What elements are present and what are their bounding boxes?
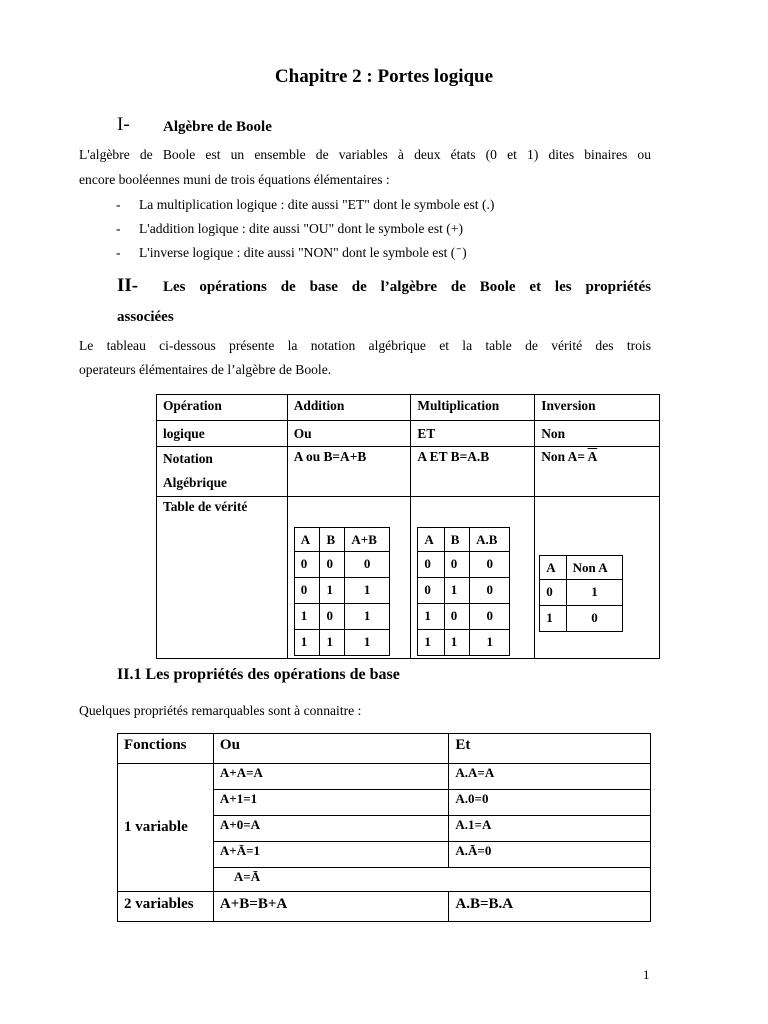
cell-notation bbox=[157, 447, 288, 497]
and-truth-table bbox=[417, 527, 510, 656]
header-fonctions: Fonctions bbox=[118, 734, 214, 764]
label-2-variables: 2 variables bbox=[118, 892, 214, 922]
not-cell: 1 bbox=[540, 606, 566, 632]
or-cell: 0 bbox=[320, 552, 345, 578]
and-header-a: A bbox=[418, 528, 444, 552]
cell-addition: Addition bbox=[287, 395, 411, 421]
ou-property: A+0=A bbox=[213, 816, 448, 842]
cell-non: Non bbox=[535, 421, 660, 447]
cell-not-truth bbox=[535, 497, 660, 659]
notation-label: Notation bbox=[163, 451, 213, 466]
label-1-variable: 1 variable bbox=[118, 764, 214, 892]
header-ou: Ou bbox=[213, 734, 448, 764]
section-1-para-line1: L'algèbre de Boole est un ensemble de variables à deux états (0 et 1) dites binaires ou bbox=[79, 147, 651, 162]
bullet-3: - bbox=[116, 245, 121, 260]
et-commutativity: A.B=B.A bbox=[449, 892, 651, 922]
bullet-1-text: La multiplication logique : dite aussi "ET" dont le symbole est (.) bbox=[139, 197, 495, 212]
ou-property: A+Ā=1 bbox=[213, 842, 448, 868]
section-1-number: I- bbox=[117, 114, 130, 135]
not-truth-table bbox=[539, 555, 623, 632]
section-2-number: II- bbox=[117, 275, 139, 296]
or-cell: 1 bbox=[345, 630, 389, 656]
or-truth-table bbox=[294, 527, 390, 656]
or-cell: 1 bbox=[294, 604, 320, 630]
section-2-heading bbox=[117, 275, 138, 297]
page-number: 1 bbox=[643, 967, 650, 982]
section-2-title-line1: Les opérations de base de l’algèbre de Boole et les propriétés bbox=[163, 279, 651, 295]
et-property: A.A=A bbox=[449, 764, 651, 790]
cell-multiplication: Multiplication bbox=[411, 395, 535, 421]
ou-property: A+A=A bbox=[213, 764, 448, 790]
cell-ou: Ou bbox=[287, 421, 411, 447]
section-2-para-line2: operateurs élémentaires de l’algèbre de Boole. bbox=[79, 362, 332, 377]
or-cell: 0 bbox=[320, 604, 345, 630]
and-cell: 0 bbox=[444, 604, 469, 630]
or-cell: 1 bbox=[345, 578, 389, 604]
not-header-out: Non A bbox=[566, 556, 623, 580]
or-cell: 1 bbox=[345, 604, 389, 630]
bullet-2: - bbox=[116, 221, 121, 236]
or-cell: 0 bbox=[345, 552, 389, 578]
page-title: Chapitre 2 : Portes logique bbox=[274, 66, 494, 87]
double-negation: A=Ā bbox=[213, 868, 650, 892]
cell-logique: logique bbox=[157, 421, 288, 447]
header-et: Et bbox=[449, 734, 651, 764]
or-cell: 1 bbox=[320, 630, 345, 656]
not-cell: 0 bbox=[540, 580, 566, 606]
or-cell: 1 bbox=[294, 630, 320, 656]
and-cell: 1 bbox=[470, 630, 510, 656]
and-cell: 1 bbox=[418, 630, 444, 656]
algebrique-label: Algébrique bbox=[163, 475, 227, 490]
et-property: A.0=0 bbox=[449, 790, 651, 816]
and-cell: 0 bbox=[470, 552, 510, 578]
and-header-out: A.B bbox=[470, 528, 510, 552]
properties-table bbox=[117, 733, 651, 922]
section-1-title: Algèbre de Boole bbox=[163, 119, 272, 135]
not-header-a: A bbox=[540, 556, 566, 580]
not-notation-text: Non A= bbox=[541, 449, 588, 464]
et-property: A.1=A bbox=[449, 816, 651, 842]
section-1-para-line2: encore booléennes muni de trois équations élémentaires : bbox=[79, 172, 390, 187]
or-cell: 1 bbox=[320, 578, 345, 604]
and-cell: 0 bbox=[418, 578, 444, 604]
and-cell: 0 bbox=[470, 578, 510, 604]
bullet-1: - bbox=[116, 197, 121, 212]
cell-operation: Opération bbox=[157, 395, 288, 421]
operations-table bbox=[156, 394, 660, 659]
ou-commutativity: A+B=B+A bbox=[213, 892, 448, 922]
and-cell: 0 bbox=[470, 604, 510, 630]
cell-or-notation: A ou B=A+B bbox=[287, 447, 411, 497]
section-2-1-heading: II.1 Les propriétés des opérations de base bbox=[117, 666, 400, 683]
and-cell: 0 bbox=[444, 552, 469, 578]
section-2-1-intro: Quelques propriétés remarquables sont à connaitre : bbox=[79, 703, 362, 718]
section-1-heading bbox=[117, 114, 130, 136]
and-cell: 1 bbox=[418, 604, 444, 630]
not-cell: 0 bbox=[566, 606, 623, 632]
not-cell: 1 bbox=[566, 580, 623, 606]
bullet-2-text: L'addition logique : dite aussi "OU" dont le symbole est (+) bbox=[139, 221, 464, 236]
or-header-out: A+B bbox=[345, 528, 389, 552]
cell-and-notation: A ET B=A.B bbox=[411, 447, 535, 497]
or-cell: 0 bbox=[294, 552, 320, 578]
cell-or-truth bbox=[287, 497, 411, 659]
or-header-b: B bbox=[320, 528, 345, 552]
cell-inversion: Inversion bbox=[535, 395, 660, 421]
section-2-title-line2: associées bbox=[117, 309, 174, 325]
and-header-b: B bbox=[444, 528, 469, 552]
cell-not-notation bbox=[535, 447, 660, 497]
section-2-para-line1: Le tableau ci-dessous présente la notation algébrique et la table de vérité des trois bbox=[79, 338, 651, 353]
or-cell: 0 bbox=[294, 578, 320, 604]
and-cell: 0 bbox=[418, 552, 444, 578]
bullet-3-text: L'inverse logique : dite aussi "NON" dont le symbole est ( ̄ ) bbox=[139, 245, 467, 260]
and-cell: 1 bbox=[444, 630, 469, 656]
cell-et: ET bbox=[411, 421, 535, 447]
cell-and-truth bbox=[411, 497, 535, 659]
or-header-a: A bbox=[294, 528, 320, 552]
et-property: A.Ā=0 bbox=[449, 842, 651, 868]
ou-property: A+1=1 bbox=[213, 790, 448, 816]
cell-truth-table-label: Table de vérité bbox=[157, 497, 288, 659]
not-notation-overline: $\overline{A}$ bbox=[587, 449, 598, 464]
and-cell: 1 bbox=[444, 578, 469, 604]
